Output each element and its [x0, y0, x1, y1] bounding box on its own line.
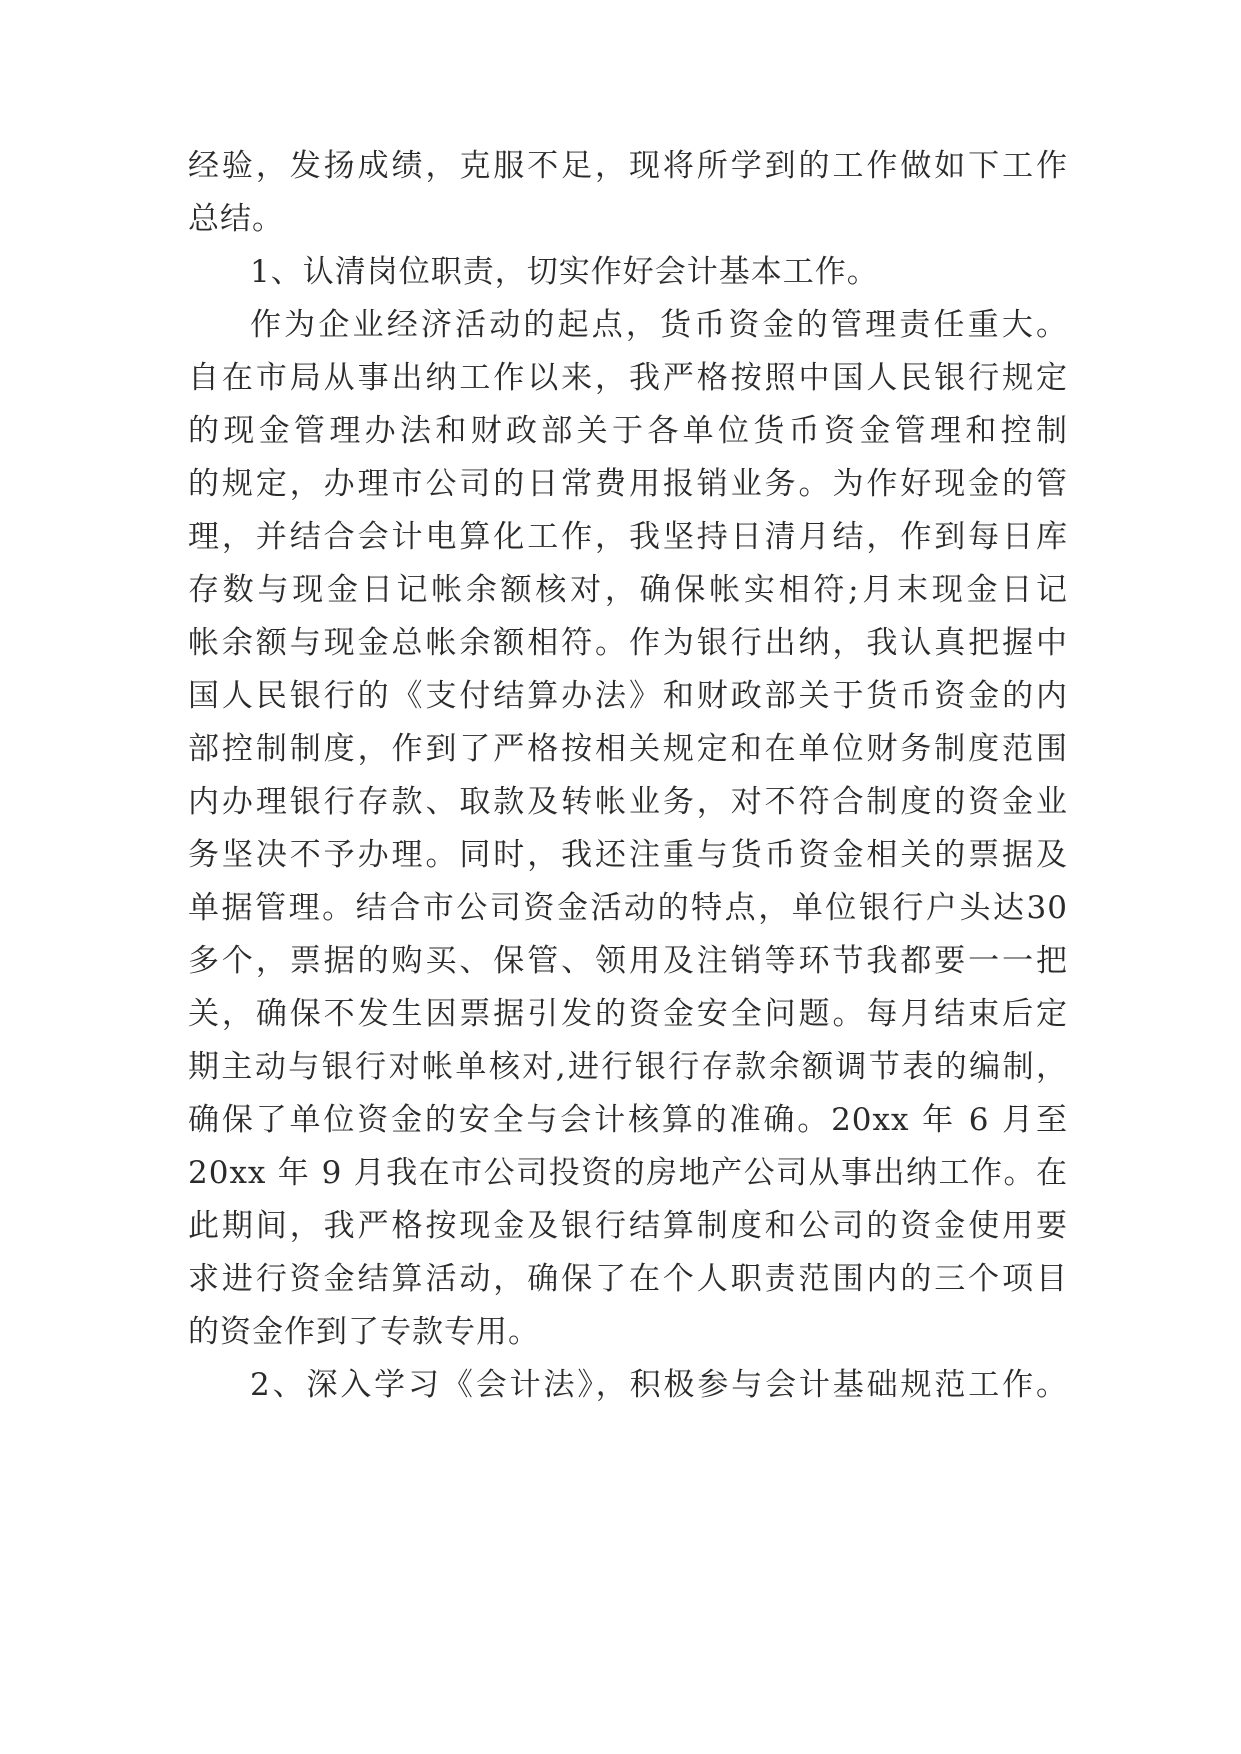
body-text-line: 理，并结合会计电算化工作，我坚持日清月结，作到每日库	[188, 519, 1068, 555]
body-text-line: 部控制制度，作到了严格按相关规定和在单位财务制度范围	[188, 731, 1068, 767]
body-text-line: 存数与现金日记帐余额核对，确保帐实相符;月末现金日记	[188, 572, 1068, 608]
body-text-line: 多个，票据的购买、保管、领用及注销等环节我都要一一把	[188, 943, 1068, 979]
body-text-line: 求进行资金结算活动，确保了在个人职责范围内的三个项目	[188, 1261, 1068, 1297]
body-text-line: 关，确保不发生因票据引发的资金安全问题。每月结束后定	[188, 996, 1068, 1032]
body-text-line: 确保了单位资金的安全与会计核算的准确。20xx 年 6 月至	[188, 1102, 1068, 1138]
body-text-line: 的现金管理办法和财政部关于各单位货币资金管理和控制	[188, 413, 1068, 449]
body-text-line: 务坚决不予办理。同时，我还注重与货币资金相关的票据及	[188, 837, 1068, 873]
body-text-line: 单据管理。结合市公司资金活动的特点，单位银行户头达30	[188, 890, 1068, 926]
body-text-line: 20xx 年 9 月我在市公司投资的房地产公司从事出纳工作。在	[188, 1155, 1068, 1191]
body-text-line: 的规定，办理市公司的日常费用报销业务。为作好现金的管	[188, 466, 1068, 502]
body-text-line: 期主动与银行对帐单核对,进行银行存款余额调节表的编制，	[188, 1049, 1068, 1085]
body-text-line: 国人民银行的《支付结算办法》和财政部关于货币资金的内	[188, 678, 1068, 714]
body-text-line: 内办理银行存款、取款及转帐业务，对不符合制度的资金业	[188, 784, 1068, 820]
paragraph-first-line: 作为企业经济活动的起点，货币资金的管理责任重大。	[250, 307, 1068, 343]
body-text-line: 的资金作到了专款专用。	[188, 1314, 540, 1350]
section-heading-2: 2、深入学习《会计法》，积极参与会计基础规范工作。	[250, 1367, 1068, 1403]
body-text-line: 自在市局从事出纳工作以来，我严格按照中国人民银行规定	[188, 360, 1068, 396]
body-text-line: 此期间，我严格按现金及银行结算制度和公司的资金使用要	[188, 1208, 1068, 1244]
body-text-line: 帐余额与现金总帐余额相符。作为银行出纳，我认真把握中	[188, 625, 1068, 661]
body-text-line: 经验，发扬成绩，克服不足，现将所学到的工作做如下工作	[188, 148, 1068, 184]
body-text-line: 总结。	[188, 201, 284, 237]
section-heading-1: 1、认清岗位职责，切实作好会计基本工作。	[250, 254, 879, 290]
